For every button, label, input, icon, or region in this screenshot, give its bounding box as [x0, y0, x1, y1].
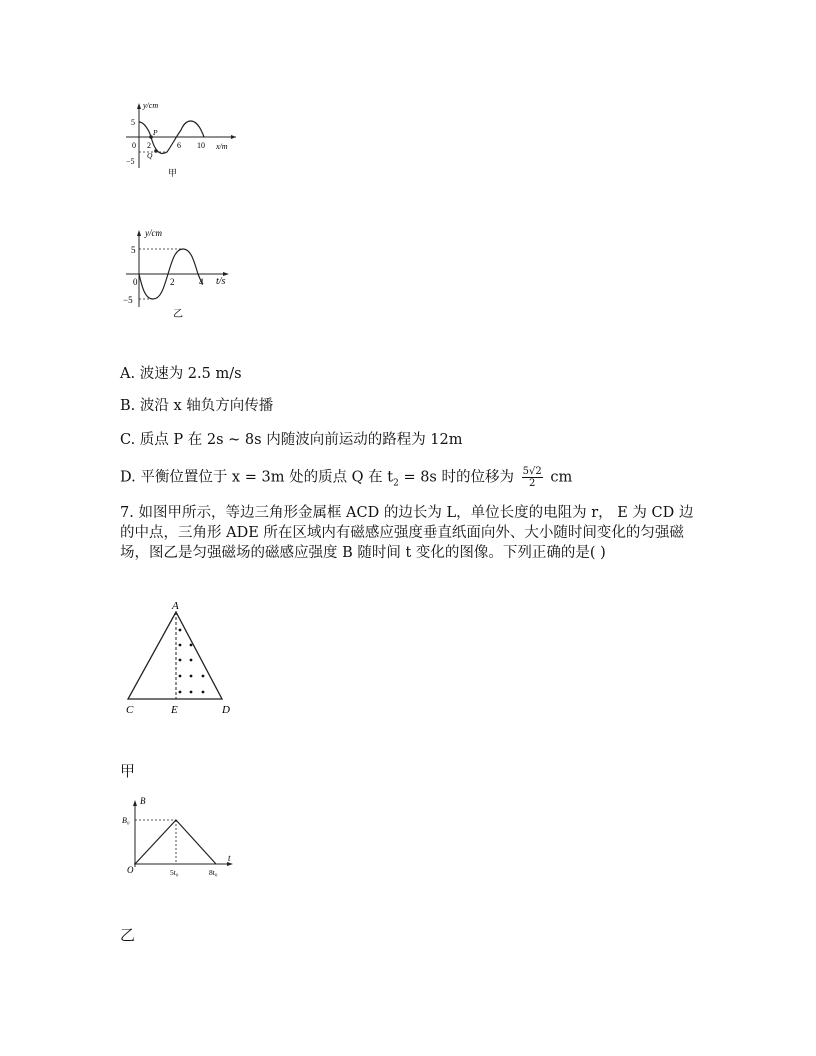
b-axis-label: B	[140, 796, 146, 806]
vertex-c-label: C	[126, 704, 134, 716]
option-b: B. 波沿 x 轴负方向传播	[120, 398, 274, 414]
option-d-suffix: cm	[545, 469, 573, 486]
vib-y-axis-label: y/cm	[145, 228, 162, 238]
t2-label: 8t₀	[209, 868, 218, 877]
b0-label: B₀	[122, 816, 130, 825]
option-d-subscript: 2	[393, 478, 399, 489]
wave-x-tick-10: 10	[197, 141, 205, 150]
triangle-figure	[118, 598, 248, 718]
wave-x-tick-2: 2	[147, 141, 151, 150]
wave-y-tick-0: 0	[132, 141, 136, 150]
vibration-graph-yi	[118, 225, 248, 320]
wave-caption-jia: 甲	[168, 169, 178, 179]
point-p-label: P	[153, 128, 158, 137]
fraction-denominator: 2	[528, 478, 536, 489]
option-d	[120, 466, 572, 493]
wave-y-tick-5: 5	[131, 118, 135, 127]
vib-y-tick-neg5: −5	[123, 295, 133, 305]
option-a: A. 波速为 2.5 m/s	[120, 366, 242, 382]
origin-label: O	[127, 865, 134, 875]
wave-y-axis-label: y/cm	[143, 101, 159, 110]
option-d-prefix: D. 平衡位置位于 x = 3m 处的质点 Q 在 t	[120, 469, 394, 486]
vib-x-tick-4: 4	[199, 277, 204, 287]
option-d-mid: = 8s 时的位移为	[398, 469, 519, 486]
vib-y-tick-5: 5	[131, 245, 136, 255]
wave-graph-jia	[118, 100, 248, 180]
option-c: C. 质点 P 在 2s ~ 8s 内随波向前运动的路程为 12m	[120, 432, 463, 448]
vib-x-axis-label: t/s	[216, 276, 226, 287]
question-7-text: 7. 如图甲所示，等边三角形金属框 ACD 的边长为 L，单位长度的电阻为 r， E 为 CD 边的中点，三角形 ADE 所在区域内有磁感应强度垂直纸面向外、大小随时间变化的匀强磁场，图乙是匀强磁场的磁感应强度 B 随时间 t 变化的图像。下列正确的是( )	[120, 505, 694, 561]
wave-x-tick-6: 6	[177, 141, 181, 150]
caption-yi: 乙	[120, 926, 136, 944]
point-e-label: E	[171, 704, 178, 716]
caption-jia: 甲	[120, 762, 136, 780]
b-t-graph	[118, 793, 248, 883]
point-q-label: Q	[147, 151, 153, 160]
vib-y-tick-0: 0	[133, 277, 138, 287]
t1-label: 5t₀	[170, 868, 179, 877]
wave-x-axis-label: x/m	[216, 142, 228, 151]
t-axis-label: t	[228, 853, 231, 863]
vertex-a-label: A	[172, 600, 179, 612]
vib-caption-yi: 乙	[173, 309, 183, 320]
fraction-numerator: 5√2	[522, 466, 542, 477]
wave-y-tick-neg5: −5	[126, 157, 135, 166]
vertex-d-label: D	[222, 704, 230, 716]
option-d-fraction	[522, 466, 543, 489]
vib-x-tick-2: 2	[170, 277, 175, 287]
